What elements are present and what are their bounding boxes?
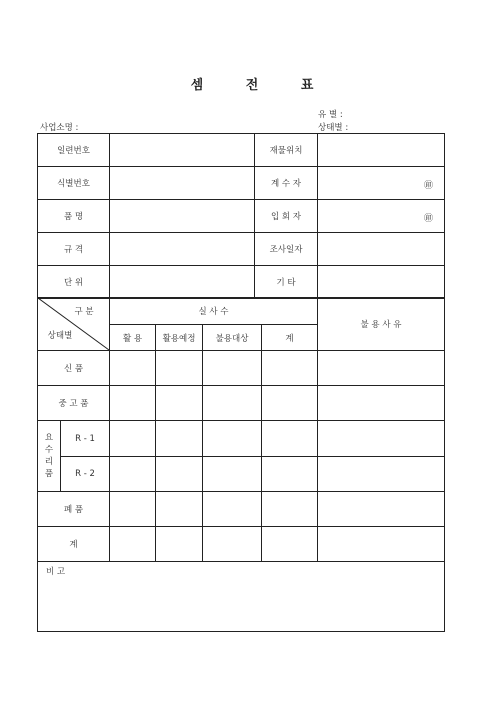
label-survey-date: 조사일자 — [269, 244, 303, 255]
location-field[interactable] — [318, 134, 444, 166]
corner-label-status: 상태별 — [47, 331, 73, 341]
type-label: 유 별 : — [318, 110, 343, 120]
col-planned-use: 활용예정 — [162, 333, 196, 344]
spec-field[interactable] — [110, 233, 254, 265]
col-total: 계 — [285, 333, 294, 344]
survey-date-field[interactable] — [318, 233, 444, 265]
label-spec: 규 격 — [63, 244, 84, 255]
row-repair-r1: R - 1 — [75, 433, 95, 444]
label-item-name: 품 명 — [63, 211, 84, 222]
label-counter: 계 수 자 — [270, 178, 302, 189]
row-total: 계 — [69, 539, 78, 550]
label-other: 기 타 — [276, 277, 296, 288]
id-no-field[interactable] — [110, 167, 254, 199]
col-disposal-target: 불용대상 — [215, 333, 249, 344]
row-repair-item: 요 수 리 품 — [44, 433, 54, 479]
actual-count-header: 실 사 수 — [198, 307, 229, 317]
inventory-count-form — [37, 133, 445, 632]
label-location: 재물위치 — [269, 146, 303, 156]
row-repair-r2: R - 2 — [75, 468, 95, 479]
col-in-use: 활 용 — [122, 333, 143, 344]
disposal-reason-header: 불 용 사 유 — [360, 320, 402, 330]
form-title — [0, 74, 504, 93]
label-id-no: 식별번호 — [57, 178, 90, 189]
row-new-item: 신 품 — [63, 363, 84, 374]
other-field[interactable] — [318, 266, 444, 297]
title-char: 셈 — [190, 78, 204, 93]
status-label: 상태별 : — [318, 123, 349, 133]
title-char: 표 — [300, 78, 314, 93]
unit-field[interactable] — [110, 266, 254, 297]
item-name-field[interactable] — [110, 200, 254, 232]
remarks-label: 비 고 — [46, 567, 66, 577]
title-char: 전 — [245, 78, 259, 93]
label-unit: 단 위 — [63, 277, 84, 288]
serial-no-field[interactable] — [110, 134, 254, 166]
corner-label-category: 구 분 — [74, 307, 94, 317]
row-scrap: 폐 품 — [63, 504, 84, 515]
seal-mark: ㊞ — [424, 214, 434, 224]
seal-mark: ㊞ — [424, 181, 434, 191]
label-serial-no: 일련번호 — [57, 146, 90, 156]
row-used-item: 중 고 품 — [58, 398, 89, 409]
business-name-label: 사업소명 : — [40, 123, 79, 133]
remarks-field[interactable] — [78, 579, 438, 625]
label-witness: 입 회 자 — [270, 211, 302, 222]
